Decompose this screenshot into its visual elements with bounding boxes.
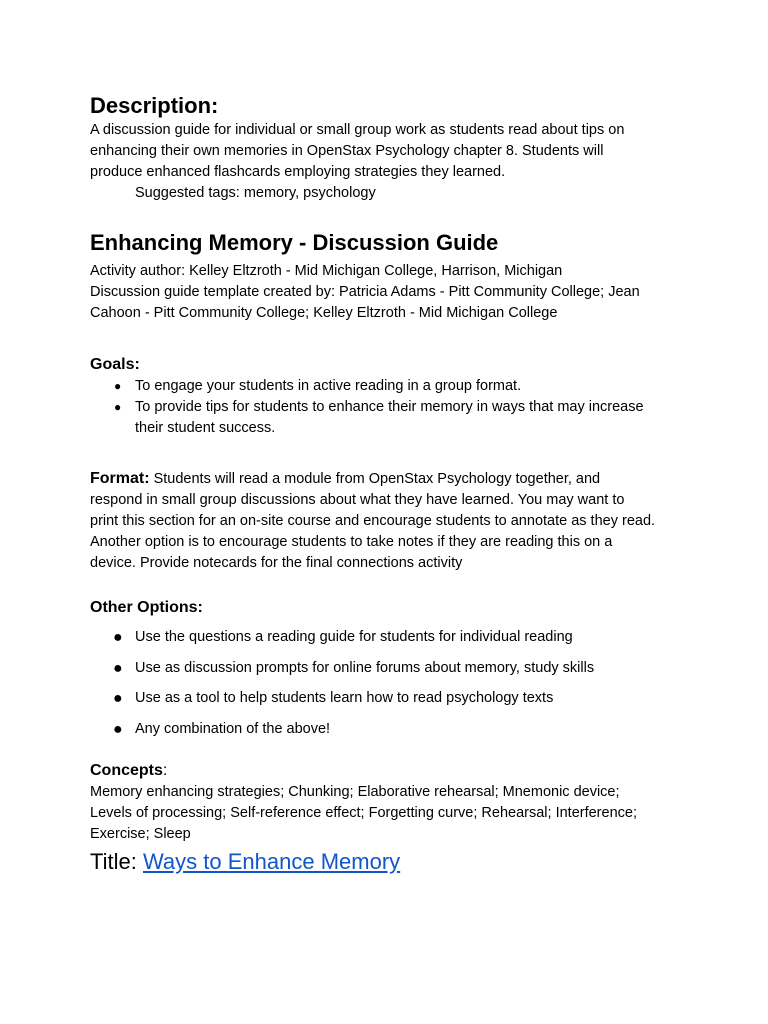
bullet-icon: ● — [113, 690, 123, 707]
bullet-icon: ● — [113, 720, 123, 738]
ways-to-enhance-memory-link[interactable]: Ways to Enhance Memory — [142, 848, 401, 874]
goals-list — [90, 376, 690, 439]
bullet-icon: ● — [113, 659, 123, 677]
goal-item-text: To engage your students in active reading in a group format. — [135, 378, 522, 394]
concepts-heading — [90, 760, 690, 782]
concepts-line-1: Memory enhancing strategies; Chunking; Elaborative rehearsal; Mnemonic device; — [90, 783, 620, 800]
option-item — [90, 658, 690, 679]
bullet-icon: ● — [114, 400, 122, 414]
description-line-3: produce enhanced flashcards employing strategies they learned. — [90, 164, 506, 180]
format-line-3: print this section for an on-site course and encourage students to annotate as they read. — [90, 513, 656, 529]
template-credit-line-1: Discussion guide template created by: Patricia Adams - Pitt Community College; Jean — [90, 284, 640, 300]
description-line-2: enhancing their own memories in OpenStax Psychology chapter 8. Students will — [90, 143, 604, 159]
concepts-line-3: Exercise; Sleep — [90, 825, 191, 842]
format-line-4: Another option is to encourage students to take notes if they are reading this on a — [90, 534, 613, 550]
activity-author: Activity author: Kelley Eltzroth - Mid Michigan College, Harrison, Michigan — [90, 263, 563, 279]
format-section — [90, 468, 690, 574]
format-label: Format: — [90, 470, 150, 487]
format-line-1 — [90, 468, 690, 490]
goal-item — [90, 397, 690, 439]
document-body — [90, 92, 690, 877]
suggested-tags: Suggested tags: memory, psychology — [135, 185, 376, 201]
goals-heading: Goals: — [90, 356, 140, 373]
goal-item — [90, 376, 690, 397]
option-item-text: Use as discussion prompts for online forums about memory, study skills — [135, 659, 595, 676]
bullet-icon: ● — [114, 379, 122, 393]
other-options-list — [90, 627, 690, 740]
title-line — [90, 847, 690, 877]
concepts-heading-text: Concepts — [90, 761, 163, 779]
option-item-text: Use as a tool to help students learn how to read psychology texts — [135, 690, 554, 706]
goal-item-text-continued: their student success. — [135, 420, 276, 436]
goals-section — [90, 354, 690, 439]
option-item — [90, 688, 690, 709]
template-credit-line-2: Cahoon - Pitt Community College; Kelley Eltzroth - Mid Michigan College — [90, 305, 558, 321]
other-options-section — [90, 597, 690, 740]
description-heading: Description: — [90, 93, 219, 118]
concepts-heading-colon: : — [162, 761, 168, 779]
concepts-line-2: Levels of processing; Self-reference effect; Forgetting curve; Rehearsal; Interference; — [90, 804, 637, 821]
bullet-icon: ● — [113, 629, 123, 646]
option-item-text: Use the questions a reading guide for students for individual reading — [135, 629, 573, 645]
option-item — [90, 719, 690, 740]
concepts-section — [90, 760, 690, 845]
format-line-2: respond in small group discussions about what they have learned. You may want to — [90, 492, 625, 508]
option-item-text: Any combination of the above! — [135, 720, 331, 737]
title-label: Title: — [90, 848, 143, 874]
format-line-5: device. Provide notecards for the final connections activity — [90, 555, 463, 571]
guide-title: Enhancing Memory - Discussion Guide — [90, 230, 499, 255]
format-text: Students will read a module from OpenStax Psychology together, and — [149, 471, 601, 487]
description-line-1: A discussion guide for individual or small group work as students read about tips on — [90, 122, 625, 138]
other-options-heading: Other Options: — [90, 599, 203, 616]
goal-item-text: To provide tips for students to enhance their memory in ways that may increase — [135, 399, 644, 415]
option-item — [90, 627, 690, 648]
